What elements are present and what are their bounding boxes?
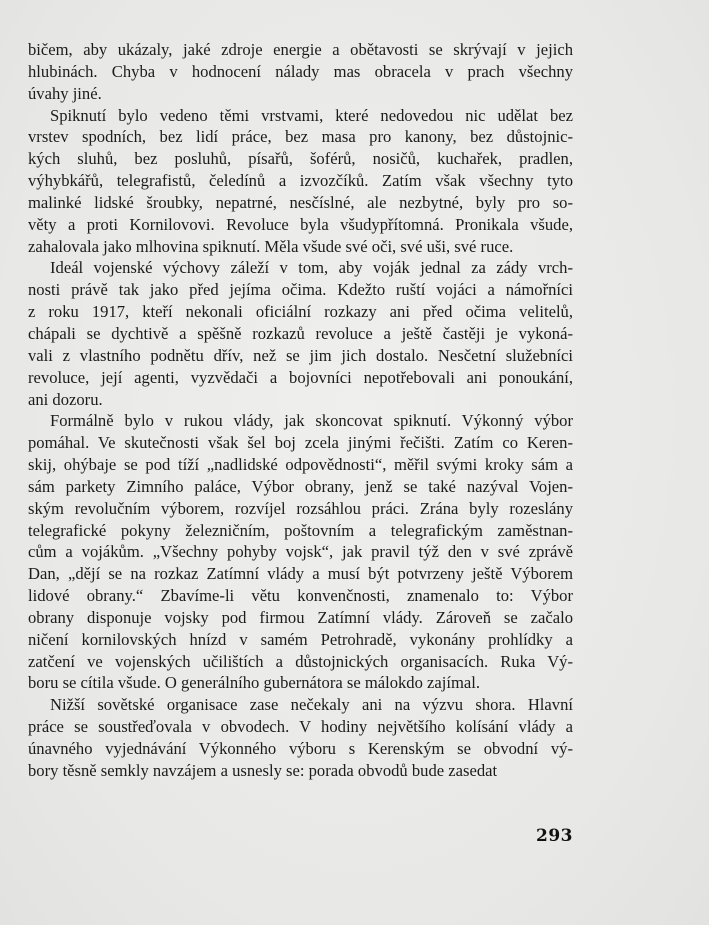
text-line: ským revolučním výborem, rozvíjel rozsáhlou práci. Zrána byly rozeslány bbox=[28, 498, 573, 518]
text-line: pomáhal. Ve skutečnosti však šel boj zcela jinými řečišti. Zatím co Keren- bbox=[28, 433, 573, 453]
text-line: Dan, „dějí se na rozkaz Zatímní vlády a musí být potvrzeny ještě Výborem bbox=[28, 564, 573, 584]
paragraph bbox=[28, 410, 573, 694]
text-line: obrany disponuje vojsky pod firmou Zatímní vlády. Zároveň se začalo bbox=[28, 607, 573, 627]
text-line: chápali se dychtivě a spěšně rozkazů revoluce a ještě častěji je vykoná- bbox=[28, 323, 573, 343]
text-line: vali z vlastního podnětu dřív, než se jim jich dostalo. Nesčetní služebníci bbox=[28, 345, 573, 365]
page-number: 293 bbox=[536, 826, 573, 846]
text-line: telegrafické pokyny železničním, poštovním a telegrafickým zaměstnan- bbox=[28, 520, 573, 540]
text-line: kých sluhů, bez posluhů, písařů, šoférů, nosičů, kuchařek, pradlen, bbox=[28, 149, 573, 169]
text-line: nosti právě tak jako před jejíma očima. Kdežto ruští vojáci a námořníci bbox=[28, 280, 573, 300]
text-line: Nižší sovětské organisace zase nečekaly ani na výzvu shora. Hlavní bbox=[50, 695, 573, 715]
text-line: Ideál vojenské výchovy záleží v tom, aby voják jednal za zády vrch- bbox=[50, 258, 573, 278]
text-line: ničení kornilovských hnízd v samém Petrohradě, vykonány prohlídky a bbox=[28, 629, 573, 649]
text-line: výhybkářů, telegrafistů, čeledínů a izvozčíků. Zatím však všechny tyto bbox=[28, 171, 573, 191]
text-line: boru se cítila všude. O generálního gubernátora se málokdo zajímal. bbox=[28, 673, 481, 693]
text-line: skij, ohýbaje se pod tíží „nadlidské odpovědnosti“, měřil svými kroky sám a bbox=[28, 455, 573, 475]
text-line: práce se soustřeďovala v obvodech. V hodiny největšího kolísání vlády a bbox=[28, 717, 573, 737]
text-line: zatčení ve vojenských učilištích a důstojnických organisacích. Ruka Vý- bbox=[28, 651, 573, 671]
text-line: z roku 1917, kteří nekonali oficiální rozkazy ani před očima velitelů, bbox=[28, 302, 573, 322]
text-line: únavného vyjednávání Výkonného výboru s Kerenským se obvodní vý- bbox=[28, 739, 573, 758]
body-text bbox=[28, 39, 573, 782]
text-line: sám parkety Zimního paláce, Výbor obrany, jenž se také nazýval Vojen- bbox=[28, 476, 573, 496]
paragraph bbox=[28, 257, 573, 410]
text-line: revoluce, její agenti, vyzvědači a bojovníci nepotřebovali ani ponoukání, bbox=[28, 367, 573, 387]
text-line: lidové obrany.“ Zbavíme-li větu konvenčnosti, znamenalo to: Výbor bbox=[28, 586, 573, 606]
text-line: věty a proti Kornilovovi. Revoluce byla všudypřítomná. Pronikala všude, bbox=[28, 214, 573, 234]
text-line: cům a vojákům. „Všechny pohyby vojsk“, jak pravil týž den v své zprávě bbox=[28, 542, 573, 562]
paragraph bbox=[28, 105, 573, 258]
text-line: ani dozoru. bbox=[28, 389, 103, 409]
text-line: úvahy jiné. bbox=[28, 83, 102, 103]
text-line: hlubinách. Chyba v hodnocení nálady mas obracela v prach všechny bbox=[28, 61, 573, 81]
paragraph bbox=[28, 39, 573, 105]
text-line: bory těsně semkly navzájem a usnesly se: porada obvodů bude zasedat bbox=[28, 760, 498, 780]
text-line: Spiknutí bylo vedeno těmi vrstvami, které nedovedou nic udělat bez bbox=[50, 105, 573, 125]
text-line: zahalovala jako mlhovina spiknutí. Měla všude své oči, své uši, své ruce. bbox=[28, 236, 514, 256]
text-line: bičem, aby ukázaly, jaké zdroje energie a obětavosti se skrývají v jejich bbox=[28, 40, 573, 59]
text-line: Formálně bylo v rukou vlády, jak skoncovat spiknutí. Výkonný výbor bbox=[50, 411, 573, 431]
text-line: vrstev spodních, bez lidí práce, bez masa pro kanony, bez důstojnic- bbox=[28, 127, 573, 147]
paragraph bbox=[28, 694, 573, 781]
text-line: malinké lidské šroubky, nepatrné, nesčíslné, ale nezbytné, byly pro so- bbox=[28, 192, 573, 212]
